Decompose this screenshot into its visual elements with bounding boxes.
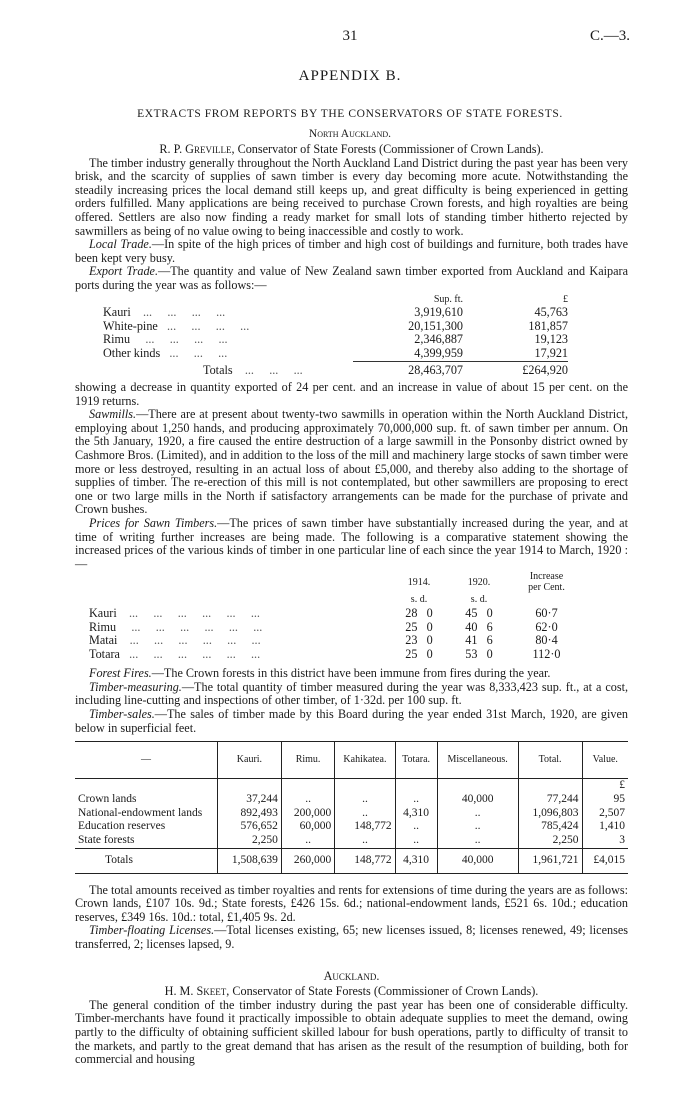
table-row: Totara ... ... ... ... ... ... 25 0 53 0 112·0 [89, 646, 561, 661]
intro-paragraph: The timber industry generally throughout the North Auckland Land District during the past year has been very brisk, and the scarcity of supplies of sawn timber is every day becoming more acute. Notwithstanding the steadily increasing prices the local demand still keeps up, and great difficulty is being experienced in getting orders fulfilled. Many applications are being received to purchase Crown forests, and high royalties are being offered. Settlers are also now finding a ready market for small lots of standing timber hitherto rejected by sawmillers as being of no value owing to being inaccessible and costly to work. [75, 155, 628, 238]
timber-sales-heading: Timber-sales. [89, 707, 155, 722]
local-trade-heading: Local Trade. [89, 237, 152, 252]
table-row: Matai ... ... ... ... ... ... 23 0 41 6 80·4 [89, 633, 558, 648]
prices-paragraph: Prices for Sawn Timbers.—The prices of sawn timber have substantially increased during the year, and at time of writing further increases are being made. The following is a comparative statement showing the increased prices of the various kinds of timber in one particular line of each since the year 1914 to March, 1920 :— [75, 515, 628, 571]
sales-table-header: — Kauri. Rimu. Kahikatea. Totara. Miscellaneous. Total. Value. [75, 742, 628, 779]
export-table-header: Sup. ft. £ [433, 293, 568, 305]
author-name: H. M. Skeet [164, 984, 227, 999]
timber-measuring-heading: Timber-measuring. [89, 679, 182, 694]
author-title: , Conservator of State Forests (Commissioner of Crown Lands). [231, 142, 544, 156]
auckland-author-line [75, 985, 628, 999]
table-row: Crown lands 37,244 .. .. .. 40,000 77,244 95 [75, 793, 628, 807]
timber-sales-table [75, 741, 628, 873]
export-table-total: Totals ... ... ... 28,463,707 £264,920 [103, 361, 568, 381]
forest-fires-paragraph: Forest Fires.—The Crown forests in this district have been immune from fires during the year. [89, 666, 551, 681]
export-trade-paragraph: Export Trade.—The quantity and value of New Zealand sawn timber exported from Auckland and Kaipara ports during the year was as follows:— [75, 264, 628, 292]
author-line [75, 143, 628, 157]
price-table-header: 1914. 1920. Increase per Cent. [407, 571, 565, 594]
north-auckland-section [75, 143, 628, 1067]
sawmills-heading: Sawmills. [89, 407, 137, 422]
document-reference: C.—3. [589, 28, 630, 44]
table-row: National-endowment lands 892,493 200,000 .. 4,310 .. 1,096,803 2,507 [75, 807, 628, 821]
timber-measuring-paragraph: Timber-measuring.—The total quantity of timber measured during the year was 8,333,423 sup. ft., at a cost, including line-cutting and inspections of other timber, of 1·32d. per 100 sup. ft. [75, 679, 628, 708]
price-table [89, 571, 584, 661]
page-number: 31 [342, 28, 358, 44]
export-trade-heading: Export Trade. [89, 264, 159, 279]
table-row: Education reserves 576,652 60,000 148,772 .. .. 785,424 1,410 [75, 820, 628, 834]
table-row: Rimu ... ... ... ... ... ... 25 0 40 6 62·0 [89, 619, 558, 634]
local-trade-paragraph: Local Trade.—In spite of the high prices of timber and high cost of buildings and furniture, both trades have been kept very busy. [75, 237, 628, 265]
forest-fires-heading: Forest Fires. [89, 666, 152, 681]
sawmills-paragraph: Sawmills.—There are at present about twenty-two sawmills in operation within the North Auckland District, employing about 1,250 hands, and producing approximately 70,000,000 sup. ft. of sawn timber per annum. On the 5th January, 1920, a fire caused the entire destruction of a large sawmill in the Ponsonby district owned by Cashmore Bros. (Limited), and in addition to the loss of the mill and machinery large stocks of sawn timber were more or less destroyed, resulting in an actual loss of about £5,000, and thereby also adding to the shortage of supplies of timber. The re-erection of this mill is not contemplated, but other sawmillers are proposing to erect one or two large mills in the North if satisfactory arrangements can be made for the purchase of private and Crown bushes. [75, 407, 628, 517]
prices-heading: Prices for Sawn Timbers. [89, 515, 218, 530]
author-name: R. P. Greville [159, 142, 232, 156]
table-row: State forests 2,250 .. .. .. .. 2,250 3 [75, 834, 628, 848]
auckland-paragraph: The general condition of the timber industry during the past year has been one of considerable difficulty. Timber-merchants have found it practically impossible to obtain adequate supplies to meet the demand, owing partly to the difficulty of obtaining sufficient skilled labour for bush operations, partly to difficulty of transit to the markets, and partly to the great demand that has arisen as the result of the resumption of building, both for commercial and housing [75, 997, 628, 1067]
section-heading-north-auckland: North Auckland. [308, 128, 392, 140]
export-table [103, 293, 568, 381]
table-row: Rimu ... ... ... ... 2,346,887 19,123 [103, 332, 568, 347]
timber-sales-paragraph: Timber-sales.—The sales of timber made by this Board during the year ended 31st March, 1920, are given below in superficial feet. [75, 707, 628, 735]
table-row: Kauri ... ... ... ... ... ... 28 0 45 0 60·7 [89, 605, 558, 620]
sales-table-total: Totals 1,508,639 260,000 148,772 4,310 40,000 1,961,721 £4,015 [75, 848, 628, 873]
licenses-paragraph: Timber-floating Licenses.—Total licenses existing, 65; new licenses issued, 8; licenses renewed, 49; licenses transferred, 2; licenses lapsed, 9. [75, 923, 628, 951]
royalties-paragraph: The total amounts received as timber royalties and rents for extensions of time during the years are as follows: Crown lands, £107 10s. 9d.; State forests, £426 15s. 6d.; national-endowment lands, £521 6s. 10d.; education reserves, £349 16s. 10d.: total, £1,405 9s. 2d. [75, 882, 628, 924]
appendix-title: APPENDIX B. [298, 68, 402, 84]
section-heading-auckland: Auckland. [323, 968, 380, 983]
price-table-units: s. d. s. d. [410, 594, 488, 606]
main-heading: EXTRACTS FROM REPORTS BY THE CONSERVATORS OF STATE FORESTS. [137, 108, 563, 120]
export-summary: showing a decrease in quantity exported of 24 per cent. and an increase in value of about 15 per cent. on the 1919 returns. [75, 380, 628, 408]
table-row: Other kinds ... ... ... 4,399,959 17,921 [103, 345, 568, 361]
licenses-heading: Timber-floating Licenses. [89, 923, 215, 938]
table-row: Kauri ... ... ... ... 3,919,610 45,763 [103, 305, 568, 320]
table-row: White-pine ... ... ... ... 20,151,300 181,857 [103, 318, 568, 333]
author-title: , Conservator of State Forests (Commissioner of Crown Lands). [226, 984, 539, 999]
sales-table-unit-row: £ [75, 779, 628, 794]
